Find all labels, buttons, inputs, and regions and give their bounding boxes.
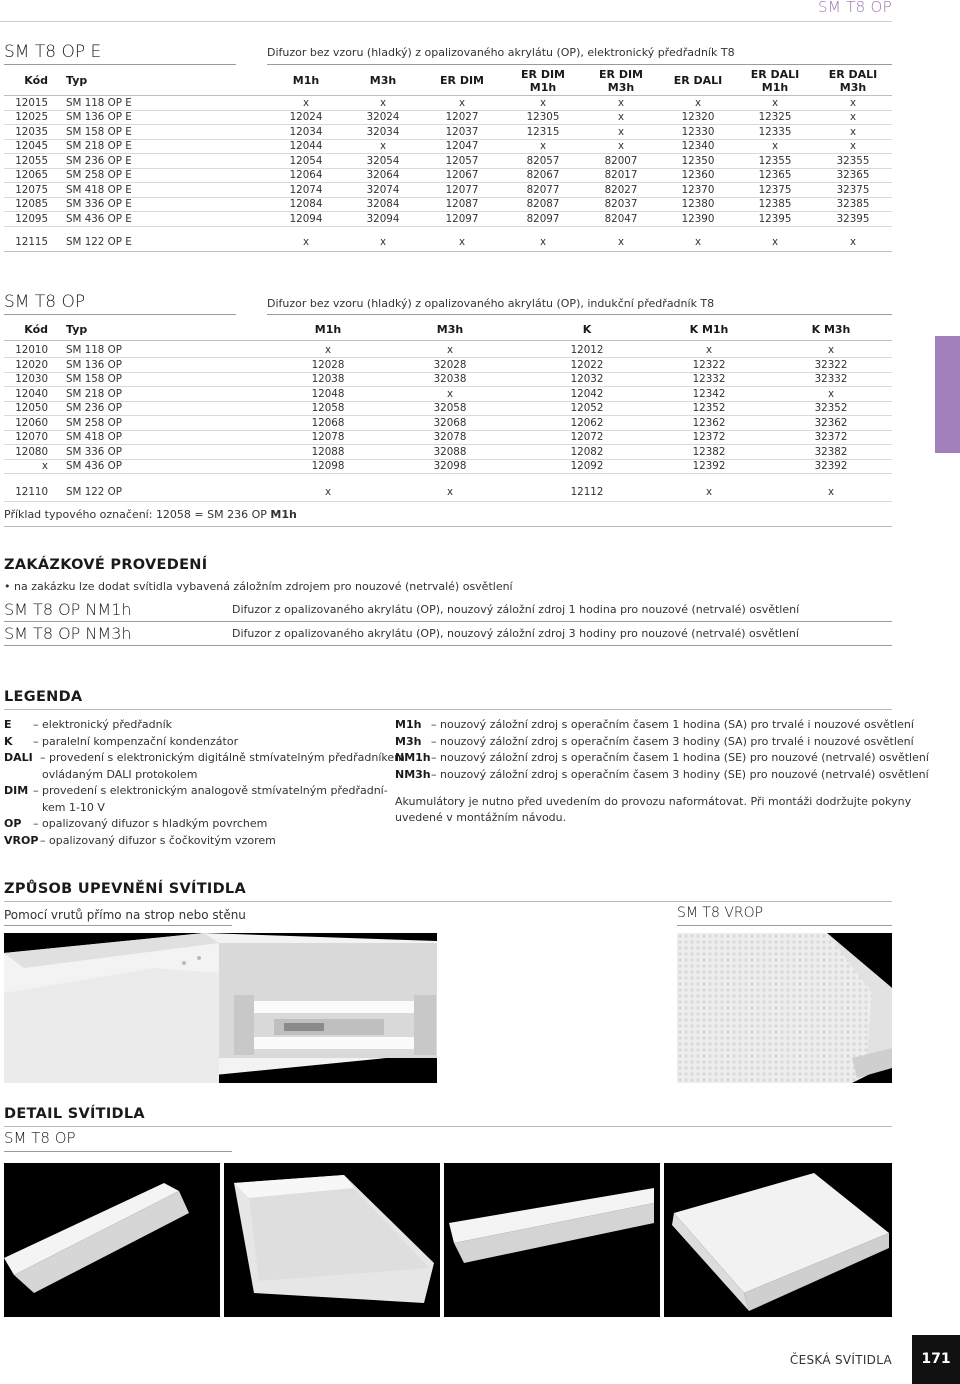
section1-cell: 82057 (526, 154, 560, 167)
section1-col-header-0: Kód (24, 74, 48, 87)
section1-extra-cell: 12115 (15, 236, 48, 248)
mounting-heading: ZPŮSOB UPEVNĚNÍ SVÍTIDLA (4, 881, 246, 897)
section2-cell: 12062 (570, 416, 604, 429)
section1-cell: 32034 (366, 125, 400, 138)
legend-left-value-cont: ovládaným DALI protokolem (42, 767, 198, 781)
vrop-photo-image (677, 933, 892, 1083)
section1-cell: 12084 (289, 198, 323, 210)
legend-right-value: – nouzový záložní zdroj s operačním časem 1 hodina (SE) pro nouzové (netrvalé) osvětlení (431, 751, 929, 764)
section1-cell: 12045 (15, 140, 48, 152)
section1-col-header-3: M3h (369, 74, 397, 87)
section1-cell: 12375 (758, 183, 792, 196)
footer-label: ČESKÁ SVÍTIDLA (789, 1353, 892, 1367)
section1-cell: x (617, 125, 625, 138)
legend-left-key: DALI (4, 751, 33, 764)
section1-cell: 82087 (526, 198, 560, 210)
section1-cell: 12385 (758, 198, 792, 210)
section1-col-header-5: ER DIM (521, 68, 565, 81)
section2-cell: 12382 (692, 445, 726, 458)
section2-cell: SM 218 OP (66, 387, 122, 400)
legend-right-value: – nouzový záložní zdroj s operačním časem 1 hodina (SA) pro trvalé i nouzové osvětlení (431, 718, 914, 731)
detail-photo-4 (664, 1163, 892, 1317)
section2-cell: x (446, 344, 454, 356)
custom-item-2-rule-left (4, 645, 236, 646)
section1-extra-cell: x (849, 236, 857, 248)
vrop-label: SM T8 VROP (677, 905, 764, 921)
section1-cell: 12067 (445, 169, 479, 181)
section1-title-rule (4, 64, 236, 65)
section2-row-rule (4, 473, 892, 474)
type-example (4, 508, 297, 521)
custom-bullet: • na zakázku lze dodat svítidla vybavená záložním zdrojem pro nouzové (netrvalé) osvětlení (4, 580, 513, 593)
section1-cell: 12330 (681, 125, 715, 138)
section2-cell: SM 118 OP (66, 344, 122, 356)
section2-cell: 32362 (814, 416, 848, 429)
section2-cell: 32392 (814, 460, 848, 472)
section1-cell: 32064 (366, 169, 400, 181)
section2-cell: 12082 (570, 445, 604, 458)
section1-cell: 12034 (289, 125, 323, 138)
section2-cell: 32088 (433, 445, 467, 458)
type-example-text: Příklad typového označení: 12058 = SM 236 OP (4, 508, 271, 521)
section2-cell: 12080 (15, 445, 48, 458)
section1-cell: 12355 (758, 154, 792, 167)
section2-extra-cell: x (446, 486, 454, 498)
section2-extra-cell: x (705, 486, 713, 498)
section1-cell: 12085 (15, 198, 48, 210)
detail-subtitle-rule (4, 1151, 232, 1152)
section2-cell: SM 236 OP (66, 402, 122, 414)
section2-cell: 32372 (814, 431, 848, 443)
detail-photo-2 (224, 1163, 440, 1317)
type-example-bold: M1h (270, 508, 297, 521)
section1-cell: 12360 (681, 169, 715, 181)
legend-right-key: M1h (395, 718, 422, 731)
section1-cell: x (617, 111, 625, 123)
section2-col-header-0: Kód (24, 323, 48, 336)
section2-cell: x (324, 344, 332, 356)
section2-cell: 12332 (692, 373, 726, 385)
section1-cell: x (771, 140, 779, 152)
page-number: 171 (912, 1335, 960, 1384)
section1-cell: 12044 (289, 140, 323, 152)
section1-title: SM T8 OP E (4, 42, 102, 62)
legend-left-key: OP (4, 817, 22, 830)
section2-cell: 12058 (311, 402, 345, 414)
section2-cell: SM 436 OP (66, 460, 122, 472)
section1-cell: x (539, 140, 547, 152)
section1-cell: 82017 (604, 169, 638, 181)
section2-cell: 12070 (15, 431, 48, 443)
section1-cell: 12380 (681, 198, 715, 210)
legend-left-value: – paralelní kompenzační kondenzátor (33, 734, 239, 748)
detail-photo-3-image (444, 1163, 660, 1317)
legend-heading: LEGENDA (4, 689, 83, 705)
section1-col-header-7: ER DALI (673, 74, 723, 87)
section2-cell: SM 136 OP (66, 358, 122, 371)
section2-cell: x (41, 460, 48, 472)
section1-cell: 12097 (445, 212, 479, 225)
legend-left-value: – opalizovaný difuzor s čočkovitým vzorem (40, 833, 276, 847)
section2-header-rule (4, 340, 892, 341)
section2-cell: 12352 (692, 402, 726, 414)
section2-cell: 12020 (15, 358, 48, 371)
legend-left-key: E (4, 718, 12, 731)
section1-col-header-2: M1h (292, 74, 320, 87)
section1-col-header-8-sub: M1h (761, 81, 789, 94)
section1-cell: 12350 (681, 154, 715, 167)
section2-cell: 12048 (311, 387, 345, 400)
section1-extra-cell: x (458, 236, 466, 248)
section2-col-header-2: M1h (314, 323, 342, 336)
section2-cell: 32382 (814, 445, 848, 458)
header-rule (0, 21, 892, 22)
section2-cell: 12030 (15, 373, 48, 385)
section2-end-rule (4, 526, 892, 527)
section2-col-header-4: K (582, 323, 592, 336)
section2-cell: 12032 (570, 373, 604, 385)
legend-left-value-cont: kem 1-10 V (42, 800, 105, 814)
section2-cell: 32332 (814, 373, 848, 385)
section1-cell: 12035 (15, 125, 48, 138)
custom-item-1-rule-right (232, 621, 892, 622)
legend-right-key: NM1h (395, 751, 431, 764)
section2-title: SM T8 OP (4, 292, 86, 312)
section1-cell: 12065 (15, 169, 48, 181)
section2-cell: x (827, 344, 835, 356)
section1-cell: 12024 (289, 111, 323, 123)
custom-item-1-rule-left (4, 621, 236, 622)
section1-extra-cell: x (379, 236, 387, 248)
section2-cell: 12098 (311, 460, 345, 472)
section2-cell: 12322 (692, 358, 726, 371)
custom-heading: ZAKÁZKOVÉ PROVEDENÍ (4, 557, 208, 573)
section2-extra-rule (4, 501, 892, 502)
section1-cell: 82077 (526, 183, 560, 196)
section1-cell: x (539, 96, 547, 109)
section1-subtitle-rule (267, 64, 892, 65)
side-color-tab (935, 336, 960, 453)
legend-left-value: – elektronický předřadník (33, 718, 172, 731)
section2-subtitle-rule (267, 314, 892, 315)
legend-left-key: VROP (4, 833, 39, 847)
section1-cell: 32024 (366, 111, 400, 123)
detail-heading: DETAIL SVÍTIDLA (4, 1106, 145, 1122)
mounting-photo-image (4, 933, 437, 1083)
section1-cell: 12025 (15, 111, 48, 123)
section1-cell: x (771, 96, 779, 109)
legend-right-key: M3h (395, 734, 422, 748)
section1-cell: 12015 (15, 96, 48, 109)
section2-cell: 32322 (814, 358, 848, 371)
section2-cell: 12068 (311, 416, 345, 429)
section1-cell: 32054 (366, 154, 400, 167)
section1-cell: 82097 (526, 212, 560, 225)
section1-cell: x (849, 125, 857, 138)
mounting-text: Pomocí vrutů přímo na strop nebo stěnu (4, 908, 246, 922)
section2-cell: SM 336 OP (66, 445, 122, 458)
section2-cell: SM 158 OP (66, 373, 122, 385)
section1-cell: 12320 (681, 111, 715, 123)
detail-photo-4-image (664, 1163, 892, 1317)
section1-cell: 12395 (758, 212, 792, 225)
section2-extra-cell: SM 122 OP (66, 486, 122, 498)
legend-right-value: – nouzový záložní zdroj s operačním časem 3 hodiny (SA) pro trvalé i nouzové osvětlení (431, 734, 914, 748)
detail-photo-1 (4, 1163, 220, 1317)
section2-cell: 12072 (570, 431, 604, 443)
section1-col-header-9-sub: M3h (839, 81, 867, 94)
section1-cell: 12087 (445, 198, 479, 210)
section2-cell: 12342 (692, 387, 726, 400)
section2-cell: 32038 (433, 373, 467, 385)
detail-photo-2-image (224, 1163, 440, 1317)
section1-cell: 82027 (604, 183, 638, 196)
section2-cell: 32028 (433, 358, 467, 371)
legend-left-value: – provedení s elektronickým digitálně stmívatelným předřadníkem (40, 751, 405, 764)
section1-cell: 12095 (15, 212, 48, 225)
mounting-photo (4, 933, 437, 1083)
section2-cell: 12038 (311, 373, 345, 385)
section2-cell: 12088 (311, 445, 345, 458)
section1-cell: 12335 (758, 125, 792, 138)
section2-cell: 12040 (15, 387, 48, 400)
section1-cell: 12365 (758, 169, 792, 181)
section2-cell: 12052 (570, 402, 604, 414)
section2-title-rule (4, 314, 236, 315)
section1-cell: 32355 (836, 154, 870, 167)
section1-col-header-4: ER DIM (440, 74, 484, 87)
section1-cell: 82037 (604, 198, 638, 210)
section1-cell: x (617, 140, 625, 152)
section1-cell: 82047 (604, 212, 638, 225)
legend-rule (4, 709, 892, 710)
legend-left-value: – opalizovaný difuzor s hladkým povrchem (33, 817, 268, 830)
section2-col-header-5: K M1h (689, 323, 729, 336)
section1-cell: 12064 (289, 169, 323, 181)
section1-end-rule (4, 251, 892, 252)
detail-photo-1-image (4, 1163, 220, 1317)
section1-cell: 12075 (15, 183, 48, 196)
section2-cell: 12050 (15, 402, 48, 414)
section2-cell: 12362 (692, 416, 726, 429)
detail-subtitle: SM T8 OP (4, 1129, 76, 1147)
legend-note-line-2: uvedené v montážním návodu. (395, 811, 567, 824)
section1-cell: x (694, 96, 702, 109)
section2-cell: x (705, 344, 713, 356)
section2-cell: 32352 (814, 402, 848, 414)
section1-col-header-8: ER DALI (750, 68, 800, 81)
legend-left-value: – provedení s elektronickým analogově stmívatelným předřadní- (33, 784, 388, 797)
section1-cell: x (379, 140, 387, 152)
section1-cell: 12390 (681, 212, 715, 225)
section1-cell: SM 236 OP E (66, 154, 132, 167)
section1-cell: 12325 (758, 111, 792, 123)
section1-subtitle: Difuzor bez vzoru (hladký) z opalizovaného akrylátu (OP), elektronický předřadník T8 (267, 46, 735, 59)
custom-item-2-desc: Difuzor z opalizovaného akrylátu (OP), nouzový záložní zdroj 3 hodiny pro nouzové (netrvalé) osvětlení (232, 627, 799, 640)
section1-cell: 12054 (289, 154, 323, 167)
section1-cell: x (617, 96, 625, 109)
section2-cell: 12092 (570, 460, 604, 472)
section2-cell: 12010 (15, 344, 48, 356)
section1-col-header-6-sub: M3h (607, 81, 635, 94)
section1-cell: 12077 (445, 183, 479, 196)
legend-left-key: DIM (4, 784, 29, 797)
section1-cell: 12315 (526, 125, 560, 138)
section1-cell: SM 258 OP E (66, 169, 132, 181)
section1-cell: 12037 (445, 125, 479, 138)
mounting-text-rule (4, 925, 232, 926)
custom-item-2-rule-right (232, 645, 892, 646)
custom-bullet-text: na zakázku lze dodat svítidla vybavená záložním zdrojem pro nouzové (netrvalé) osvětlení (14, 580, 513, 593)
section2-extra-cell: x (827, 486, 835, 498)
detail-rule (4, 1126, 892, 1127)
section1-extra-cell: x (539, 236, 547, 248)
section2-cell: SM 258 OP (66, 416, 122, 429)
section2-cell: 12372 (692, 431, 726, 443)
legend-note-line-1: Akumulátory je nutno před uvedením do provozu naformátovat. Při montáži dodržujte pokyny (395, 795, 912, 808)
section1-cell: 12340 (681, 140, 715, 152)
section2-col-header-1: Typ (66, 323, 88, 336)
section2-cell: 32068 (433, 416, 467, 429)
section1-cell: SM 218 OP E (66, 140, 132, 152)
section1-col-header-9: ER DALI (828, 68, 878, 81)
section1-cell: 12047 (445, 140, 479, 152)
section2-cell: 32058 (433, 402, 467, 414)
section1-row-rule (4, 226, 892, 227)
section1-cell: 32094 (366, 212, 400, 225)
section1-cell: x (849, 96, 857, 109)
section2-cell: x (446, 387, 454, 400)
section1-cell: x (302, 96, 310, 109)
section1-cell: 32395 (836, 212, 870, 225)
section2-cell: 12042 (570, 387, 604, 400)
section1-cell: SM 118 OP E (66, 96, 132, 109)
section1-cell: 32074 (366, 183, 400, 196)
section1-extra-cell: x (771, 236, 779, 248)
section2-subtitle: Difuzor bez vzoru (hladký) z opalizovaného akrylátu (OP), indukční předřadník T8 (267, 297, 715, 310)
section2-cell: 12028 (311, 358, 345, 371)
section1-col-header-1: Typ (66, 74, 88, 87)
section1-cell: 32084 (366, 198, 400, 210)
section1-cell: x (849, 111, 857, 123)
section2-cell: x (827, 387, 835, 400)
section1-cell: 32375 (836, 183, 870, 196)
section2-cell: 32098 (433, 460, 467, 472)
custom-item-1-desc: Difuzor z opalizovaného akrylátu (OP), nouzový záložní zdroj 1 hodina pro nouzové (netrvalé) osvětlení (232, 603, 800, 616)
section1-cell: SM 436 OP E (66, 212, 132, 225)
detail-photo-3 (444, 1163, 660, 1317)
mounting-rule (4, 901, 892, 902)
section1-cell: 12055 (15, 154, 48, 167)
section1-cell: 32385 (836, 198, 870, 210)
section1-cell: 12027 (445, 111, 479, 123)
section1-cell: x (379, 96, 387, 109)
vrop-photo (677, 933, 892, 1083)
section1-cell: 32365 (836, 169, 870, 181)
section1-cell: SM 336 OP E (66, 198, 132, 210)
section1-cell: 12305 (526, 111, 560, 123)
section2-col-header-6: K M3h (811, 323, 851, 336)
section2-cell: 12022 (570, 358, 604, 371)
vrop-label-rule (677, 925, 892, 926)
section1-cell: SM 418 OP E (66, 183, 132, 196)
section1-cell: SM 136 OP E (66, 111, 132, 123)
section2-cell: 12012 (570, 344, 604, 356)
section1-cell: 12094 (289, 212, 323, 225)
section1-extra-cell: x (302, 236, 310, 248)
section1-cell: 82067 (526, 169, 560, 181)
section1-cell: 82007 (604, 154, 638, 167)
section1-cell: 12370 (681, 183, 715, 196)
custom-item-1-name: SM T8 OP NM1h (4, 600, 132, 619)
section1-cell: SM 158 OP E (66, 125, 132, 138)
section2-extra-cell: 12110 (15, 486, 48, 498)
legend-right-key: NM3h (395, 767, 431, 781)
section1-extra-cell: x (617, 236, 625, 248)
section2-extra-cell: 12112 (570, 486, 604, 498)
section2-cell: SM 418 OP (66, 431, 122, 443)
section1-col-header-5-sub: M1h (529, 81, 557, 94)
section2-extra-cell: x (324, 486, 332, 498)
section1-cell: x (458, 96, 466, 109)
section1-cell: 12074 (289, 183, 323, 196)
section2-cell: 12060 (15, 416, 48, 429)
section2-cell: 12078 (311, 431, 345, 443)
section1-cell: x (849, 140, 857, 152)
section1-extra-cell: SM 122 OP E (66, 236, 132, 248)
custom-item-2-name: SM T8 OP NM3h (4, 624, 132, 643)
section2-cell: 32078 (433, 431, 467, 443)
section1-extra-cell: x (694, 236, 702, 248)
section2-col-header-3: M3h (436, 323, 464, 336)
section1-cell: 12057 (445, 154, 479, 167)
section2-cell: 12392 (692, 460, 726, 472)
section1-col-header-6: ER DIM (599, 68, 643, 81)
page-header-title: SM T8 OP (818, 0, 892, 16)
legend-right-value: – nouzový záložní zdroj s operačním časem 3 hodiny (SE) pro nouzové (netrvalé) osvětlení (431, 767, 929, 781)
legend-left-key: K (4, 734, 13, 748)
